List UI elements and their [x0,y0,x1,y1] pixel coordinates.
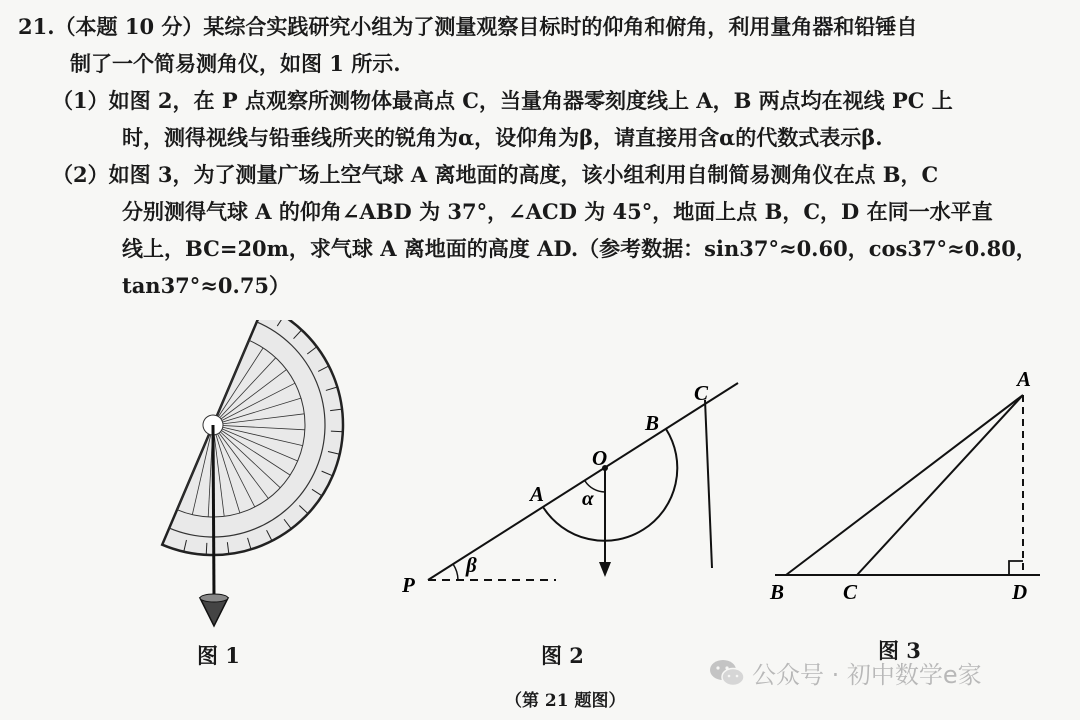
wechat-icon [708,658,746,688]
figure-2-caption: 图 2 [541,643,584,668]
label-a3: A [1017,367,1032,391]
beta-arc [453,564,458,580]
sight-line-pc [428,383,738,580]
figure-2-diagram [395,375,750,605]
problem-line-2: 制了一个简易测角仪，如图 1 所示. [70,51,401,76]
part1-line-2: 时，测得视线与铅垂线所夹的锐角为α，设仰角为β，请直接用含α的代数式表示β. [122,125,883,150]
part2-line-3: 线上，BC=20m，求气球 A 离地面的高度 AD.（参考数据：sin37°≈0.60，cos37°≈0.80， [122,236,1037,261]
object-line [705,400,712,568]
label-c: C [694,381,709,405]
figure-3-caption: 图 3 [878,638,921,663]
watermark [708,655,982,690]
line-ca [857,395,1023,575]
label-b: B [645,411,660,435]
part2-line-1: （2）如图 3，为了测量广场上空气球 A 离地面的高度，该小组利用自制简易测角仪在点 B，C [52,162,939,187]
right-angle-mark [1009,561,1023,575]
watermark-text: 公众号 · 初中数学e家 [752,661,982,689]
plumb-arrow-head [599,562,611,577]
label-d3: D [1012,580,1028,604]
label-b3: B [770,580,785,604]
protractor-arc [543,429,677,541]
label-c3: C [843,580,858,604]
part1-line-1: （1）如图 2，在 P 点观察所测物体最高点 C，当量角器零刻度线上 A，B 两点均在视线 PC 上 [52,88,953,113]
figure-1-protractor [95,320,375,640]
label-o: O [592,446,608,470]
part2-line-2: 分别测得气球 A 的仰角∠ABD 为 37°，∠ACD 为 45°，地面上点 B，C，D 在同一水平直 [122,199,993,224]
part2-line-4: tan37°≈0.75） [122,273,291,298]
plumb-line [213,425,214,598]
line-ba [786,395,1023,575]
label-alpha: α [582,486,594,510]
label-beta: β [466,553,477,577]
overall-figure-caption: （第 21 题图） [505,691,626,711]
label-p: P [402,573,415,597]
problem-line-1: 21.（本题 10 分）某综合实践研究小组为了测量观察目标时的仰角和俯角，利用量角器和铅锤自 [18,14,918,39]
label-a: A [530,482,545,506]
figure-3-diagram [765,365,1050,605]
figure-1-caption: 图 1 [197,643,240,668]
problem-text [18,8,1068,304]
